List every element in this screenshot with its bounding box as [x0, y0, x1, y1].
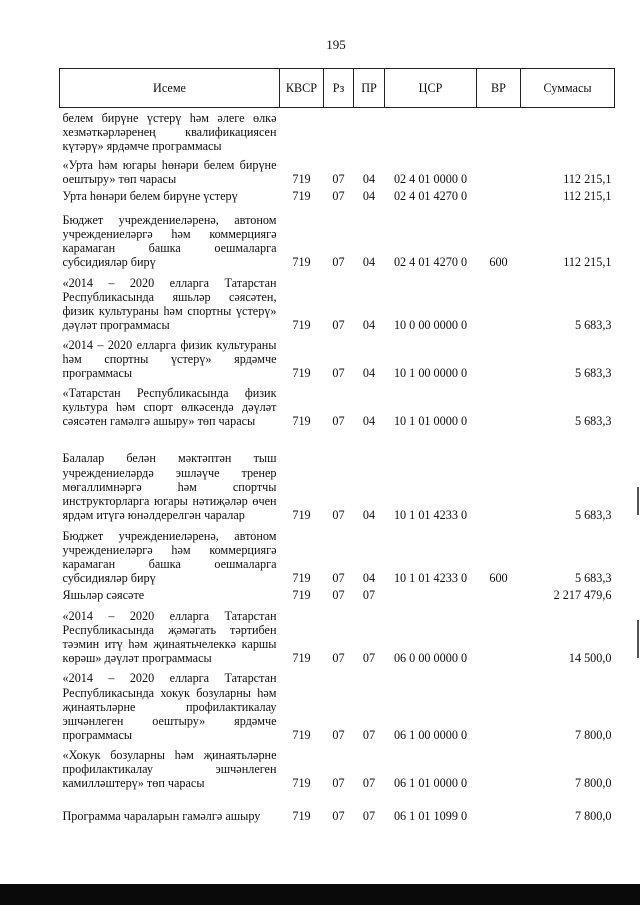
- row-kvsr: 719: [292, 571, 311, 586]
- row-rz: 07: [332, 651, 345, 666]
- scan-edge-mark: [637, 487, 639, 515]
- table-row: [60, 743, 615, 791]
- row-rz: 07: [332, 172, 345, 187]
- row-sum: 5 683,3: [574, 571, 612, 586]
- table-row: [60, 791, 615, 824]
- row-rz: 07: [332, 366, 345, 381]
- row-vr: [477, 381, 521, 429]
- row-sum: 7 800,0: [574, 776, 612, 791]
- row-kvsr: 719: [292, 776, 311, 791]
- row-sum: 5 683,3: [574, 318, 612, 333]
- row-sum: 7 800,0: [574, 728, 612, 743]
- row-kvsr: 719: [292, 255, 311, 270]
- row-name: Балалар белән мәктәптән тыш учреждениеләрдә эшләүче тренер мөгаллимнәргә һәм спортчы инструкторларга югары нәтиҗәләр өчен ярдәм итүгә юнәлдерелгән чаралар: [62, 451, 277, 523]
- row-sum: [521, 108, 615, 156]
- header-sum: Суммасы: [521, 69, 615, 108]
- row-sum: 5 683,3: [574, 366, 612, 381]
- scan-edge-mark: [637, 620, 639, 658]
- row-csr: [385, 108, 477, 156]
- scan-border-bar: [0, 884, 640, 905]
- row-rz: 07: [332, 189, 345, 204]
- row-csr: 02 4 01 0000 0: [393, 172, 468, 187]
- table-row: [60, 204, 615, 270]
- row-csr: 10 1 01 0000 0: [393, 414, 468, 429]
- row-vr: 600: [489, 571, 508, 586]
- row-kvsr: 719: [292, 189, 311, 204]
- row-name: «Урта һәм югары һөнәри белем бирүне оештыру» төп чарасы: [62, 158, 277, 187]
- row-name: белем бирүне үстерү һәм әлеге өлкә хезмәткәрләренең квалификациясен күтәрү» ярдәмче программасы: [62, 111, 277, 154]
- row-sum: 7 800,0: [574, 809, 612, 824]
- table-row: [60, 381, 615, 429]
- row-csr: 02 4 01 4270 0: [393, 189, 468, 204]
- row-pr: [354, 108, 385, 156]
- row-kvsr: 719: [292, 414, 311, 429]
- table-row: [60, 156, 615, 187]
- row-vr: [477, 743, 521, 791]
- row-rz: 07: [332, 318, 345, 333]
- row-csr: 10 1 01 4233 0: [393, 571, 468, 586]
- row-sum: 14 500,0: [568, 651, 612, 666]
- row-pr: 04: [362, 571, 376, 586]
- row-kvsr: 719: [292, 728, 311, 743]
- row-name: «2014 – 2020 елларга Татарстан Республикасында җәмәгать тәртибен тәэмин итү һәм җинаятьчелеккә каршы көрәш» дәүләт программасы: [62, 608, 277, 666]
- header-kvsr: КВСР: [280, 69, 324, 108]
- row-name: Бюджет учреждениеләренә, автоном учреждениеләргә һәм коммерциягә карамаган башка оешмаларга субсидияләр бирү: [62, 528, 277, 586]
- row-name: «Татарстан Республикасында физик культура һәм спорт өлкәсендә дәүләт сәясәтен гамәлгә ашыру» төп чарасы: [62, 385, 277, 429]
- row-kvsr: 719: [292, 809, 311, 824]
- row-pr: 04: [362, 508, 376, 523]
- row-kvsr: 719: [292, 172, 311, 187]
- table-row: [60, 429, 615, 523]
- row-sum: 112 215,1: [563, 255, 612, 270]
- row-csr: 10 1 00 0000 0: [393, 366, 468, 381]
- row-vr: [477, 156, 521, 187]
- header-vr: ВР: [477, 69, 521, 108]
- row-vr: [477, 586, 521, 603]
- row-vr: [477, 666, 521, 743]
- row-csr: 10 0 00 0000 0: [393, 318, 468, 333]
- row-rz: 07: [332, 588, 345, 603]
- row-csr: 06 1 01 0000 0: [393, 776, 468, 791]
- row-pr: 04: [362, 189, 376, 204]
- row-kvsr: 719: [292, 651, 311, 666]
- row-pr: 07: [362, 809, 376, 824]
- row-csr: 06 1 00 0000 0: [393, 728, 468, 743]
- row-rz: 07: [332, 508, 345, 523]
- row-pr: 04: [362, 255, 376, 270]
- row-sum: 112 215,1: [563, 189, 612, 204]
- row-rz: 07: [332, 728, 345, 743]
- row-sum: 5 683,3: [574, 508, 612, 523]
- row-name: Программа чараларын гамәлгә ашыру: [62, 809, 261, 824]
- row-vr: [477, 791, 521, 824]
- row-csr: 10 1 01 4233 0: [393, 508, 468, 523]
- row-name: Бюджет учреждениеләренә, автоном учреждениеләргә һәм коммерциягә карамаган башка оешмаларга субсидияләр бирү: [62, 212, 277, 270]
- row-vr: [477, 187, 521, 204]
- row-vr: [477, 108, 521, 156]
- row-rz: [324, 108, 354, 156]
- header-csr: ЦСР: [385, 69, 477, 108]
- row-pr: 07: [362, 588, 376, 603]
- row-vr: [477, 603, 521, 666]
- row-pr: 07: [362, 728, 376, 743]
- row-csr: 02 4 01 4270 0: [393, 255, 468, 270]
- header-pr: ПР: [354, 69, 385, 108]
- table-header-row: [60, 69, 615, 108]
- row-name: Урта һөнәри белем бирүне үстерү: [62, 189, 238, 204]
- row-vr: [477, 333, 521, 381]
- row-name: «2014 – 2020 елларга Татарстан Республикасында хокук бозуларны һәм җинаятьләрне профилактикалау эшчәнлеген оештыру» ярдәмче программасы: [62, 671, 277, 743]
- header-name: Исеме: [60, 69, 280, 108]
- page-number: 195: [326, 37, 346, 52]
- row-rz: 07: [332, 571, 345, 586]
- row-csr: [385, 586, 477, 603]
- table-row: [60, 187, 615, 204]
- row-name: «2014 – 2020 елларга Татарстан Республикасында яшьләр сәясәтен, физик культураны һәм спортны үстерү» дәүләт программасы: [62, 275, 277, 333]
- header-rz: Рз: [324, 69, 354, 108]
- row-rz: 07: [332, 255, 345, 270]
- row-rz: 07: [332, 809, 345, 824]
- row-vr: [477, 429, 521, 523]
- row-sum: 112 215,1: [563, 172, 612, 187]
- row-csr: 06 1 01 1099 0: [393, 809, 468, 824]
- row-vr: 600: [489, 255, 508, 270]
- table-row: [60, 523, 615, 586]
- row-pr: 07: [362, 651, 376, 666]
- table-row: [60, 333, 615, 381]
- table-row: [60, 603, 615, 666]
- row-vr: [477, 270, 521, 333]
- row-pr: 04: [362, 414, 376, 429]
- table-row: [60, 586, 615, 603]
- table-row: [60, 108, 615, 156]
- row-kvsr: [280, 108, 324, 156]
- row-rz: 07: [332, 776, 345, 791]
- row-name: Яшьләр сәясәте: [62, 588, 145, 603]
- table-row: [60, 270, 615, 333]
- row-csr: 06 0 00 0000 0: [393, 651, 468, 666]
- row-sum: 2 217 479,6: [553, 588, 612, 603]
- row-name: «Хокук бозуларны һәм җинаятьләрне профилактикалау эшчәнлеген камилләштерү» төп чарасы: [62, 747, 277, 791]
- row-pr: 04: [362, 366, 376, 381]
- budget-table: [59, 68, 615, 824]
- row-rz: 07: [332, 414, 345, 429]
- row-kvsr: 719: [292, 318, 311, 333]
- table-row: [60, 666, 615, 743]
- row-pr: 04: [362, 318, 376, 333]
- row-sum: 5 683,3: [574, 414, 612, 429]
- row-pr: 07: [362, 776, 376, 791]
- row-name: «2014 – 2020 елларга физик культураны һәм спортны үстерү» ярдәмче программасы: [62, 337, 277, 381]
- row-kvsr: 719: [292, 366, 311, 381]
- row-kvsr: 719: [292, 508, 311, 523]
- row-pr: 04: [362, 172, 376, 187]
- row-kvsr: 719: [292, 588, 311, 603]
